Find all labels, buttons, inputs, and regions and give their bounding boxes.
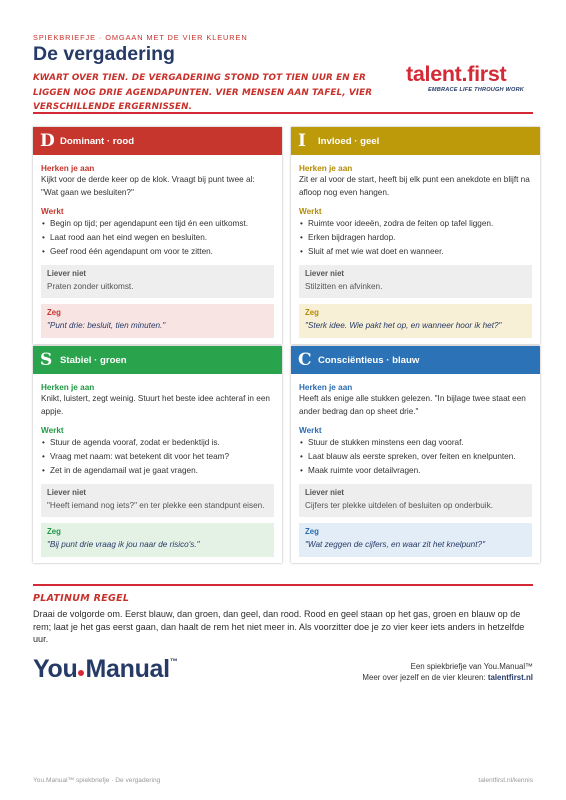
liever-niet-label: Liever niet <box>305 268 344 278</box>
herken-label: Herken je aan <box>299 164 353 173</box>
zeg-box <box>299 304 532 338</box>
liever-niet-label: Liever niet <box>47 268 86 278</box>
liever-niet-text: Cijfers ter plekke uitdelen of besluiten op onderbuik. <box>305 500 493 510</box>
liever-niet-box <box>299 484 532 518</box>
list-item: • Erken bijdragen hardop. <box>299 232 532 245</box>
list-item: • Geef rood één agendapunt om voor te zitten. <box>41 246 274 259</box>
card-header <box>291 346 540 374</box>
zeg-label: Zeg <box>305 308 319 317</box>
zeg-label: Zeg <box>305 527 319 536</box>
zeg-text: "Bij punt drie vraag ik jou naar de risico's." <box>47 540 200 549</box>
werkt-list <box>299 218 532 259</box>
divider-platinum <box>33 584 533 586</box>
werkt-list <box>41 218 274 259</box>
herken-label: Herken je aan <box>41 383 95 392</box>
list-item: • Ruimte voor ideeën, zodra de feiten op tafel liggen. <box>299 218 532 231</box>
list-item: • Stuur de stukken minstens een dag vooraf. <box>299 437 532 450</box>
herken-label: Herken je aan <box>41 164 95 173</box>
logo-tagline: EMBRACE LIFE THROUGH WORK <box>428 87 525 93</box>
card-body <box>33 155 282 344</box>
card-dominant <box>33 127 282 344</box>
card-title: Invloed · geel <box>318 135 380 147</box>
talentfirst-link[interactable]: talentfirst.nl <box>487 673 533 682</box>
liever-niet-label: Liever niet <box>47 487 86 497</box>
card-header <box>33 127 282 155</box>
card-letter: I <box>298 131 306 151</box>
list-item: • Begin op tijd; per agendapunt een tijd én een uitkomst. <box>41 218 274 231</box>
card-body <box>33 374 282 563</box>
herken-text: Kijkt voor de derde keer op de klok. Vraagt bij punt twee al: "Wat gaan we besluiten?" <box>41 175 255 197</box>
herken-label: Herken je aan <box>299 383 353 392</box>
werkt-label: Werkt <box>299 207 322 216</box>
logo-tm: ™ <box>169 657 178 666</box>
liever-niet-text: Stilzitten en afvinken. <box>305 281 383 291</box>
herken-text: Knikt, luistert, zegt weinig. Stuurt het beste idee achteraf in een appje. <box>41 394 270 416</box>
kicker: SPIEKBRIEFJE · OMGAAN MET DE VIER KLEUREN <box>33 33 248 42</box>
liever-niet-box <box>41 265 274 299</box>
card-header <box>33 346 282 374</box>
zeg-label: Zeg <box>47 308 61 317</box>
werkt-label: Werkt <box>41 207 64 216</box>
liever-niet-text: Praten zonder uitkomst. <box>47 281 134 291</box>
werkt-list <box>299 437 532 478</box>
zeg-box <box>299 523 532 557</box>
card-title: Stabiel · groen <box>60 354 127 366</box>
list-item: • Laat rood aan het eind wegen en besluiten. <box>41 232 274 245</box>
card-title: Dominant · rood <box>60 135 135 147</box>
liever-niet-label: Liever niet <box>305 487 344 497</box>
list-item: • Vraag met naam: wat betekent dit voor het team? <box>41 451 274 464</box>
card-body <box>291 374 540 563</box>
liever-niet-box <box>41 484 274 518</box>
zeg-text: "Punt drie: besluit, tien minuten." <box>47 321 166 330</box>
zeg-text: "Sterk idee. Wie pakt het op, en wanneer hoor ik het?" <box>305 321 502 330</box>
brand-info <box>362 661 533 683</box>
brand-line-2-prefix: Meer over jezelf en de vier kleuren: <box>362 673 486 682</box>
logo-you: You <box>33 655 78 683</box>
logo-wordmark: talent.first <box>406 62 507 86</box>
werkt-label: Werkt <box>299 426 322 435</box>
herken-text: Heeft als enige alle stukken gelezen. "In bijlage twee staat een ander bedrag dan op sheet drie." <box>299 394 526 416</box>
list-item: • Sluit af met wie wat doet en wanneer. <box>299 246 532 259</box>
werkt-label: Werkt <box>41 426 64 435</box>
platinum-text: Draai de volgorde om. Eerst blauw, dan groen, dan geel, dan rood. Rood en geel staan op het gas, groen en blauw op de rem; laat je het gas eerst gaan, dan haalt de rem het niet meer in. Als voorzitter doe je zo vier keer iets anders in hetzelfde uur. <box>33 609 525 645</box>
logo-manual: Manual <box>85 655 170 683</box>
zeg-label: Zeg <box>47 527 61 536</box>
herken-text: Zit er al voor de start, heeft bij elk punt een anekdote en blijft na afloop nog even hangen. <box>299 175 530 197</box>
card-title: Consciëntieus · blauw <box>318 354 420 366</box>
list-item: • Laat blauw als eerste spreken, over feiten en knelpunten. <box>299 451 532 464</box>
zeg-box <box>41 304 274 338</box>
divider-top <box>33 112 533 114</box>
liever-niet-box <box>299 265 532 299</box>
list-item: • Zet in de agendamail wat je gaat vragen. <box>41 465 274 478</box>
card-letter: S <box>40 350 53 370</box>
card-header <box>291 127 540 155</box>
talent-first-logo[interactable] <box>406 62 532 93</box>
card-conscientieus <box>291 346 540 563</box>
brand-line-1: Een spiekbriefje van You.Manual™ <box>410 662 533 671</box>
card-invloed <box>291 127 540 344</box>
you-manual-logo[interactable] <box>33 655 178 684</box>
footer-link[interactable]: talentfirst.nl/kennis <box>478 777 533 784</box>
intro-text: KWART OVER TIEN. DE VERGADERING STOND TOT TIEN UUR EN ER LIGGEN NOG DRIE AGENDAPUNTEN. VIER MENSEN AAN TAFEL, VIER VERSCHILLENDE ERGERNISSEN. <box>33 73 373 112</box>
footer-left: You.Manual™ spiekbriefje · De vergadering <box>33 777 161 784</box>
list-item: • Stuur de agenda vooraf, zodat er bedenktijd is. <box>41 437 274 450</box>
card-stabiel <box>33 346 282 563</box>
liever-niet-text: "Heeft iemand nog iets?" en ter plekke een standpunt eisen. <box>47 500 265 510</box>
zeg-box <box>41 523 274 557</box>
brand-line-2 <box>362 672 533 683</box>
werkt-list <box>41 437 274 478</box>
card-letter: D <box>40 131 55 151</box>
card-letter: C <box>298 350 312 370</box>
platinum-heading: PLATINUM REGEL <box>33 593 130 604</box>
page-title: De vergadering <box>33 43 175 65</box>
logo-dot-icon <box>78 670 84 676</box>
zeg-text: "Wat zeggen de cijfers, en waar zit het knelpunt?" <box>305 540 485 549</box>
list-item: • Maak ruimte voor detailvragen. <box>299 465 532 478</box>
card-body <box>291 155 540 344</box>
